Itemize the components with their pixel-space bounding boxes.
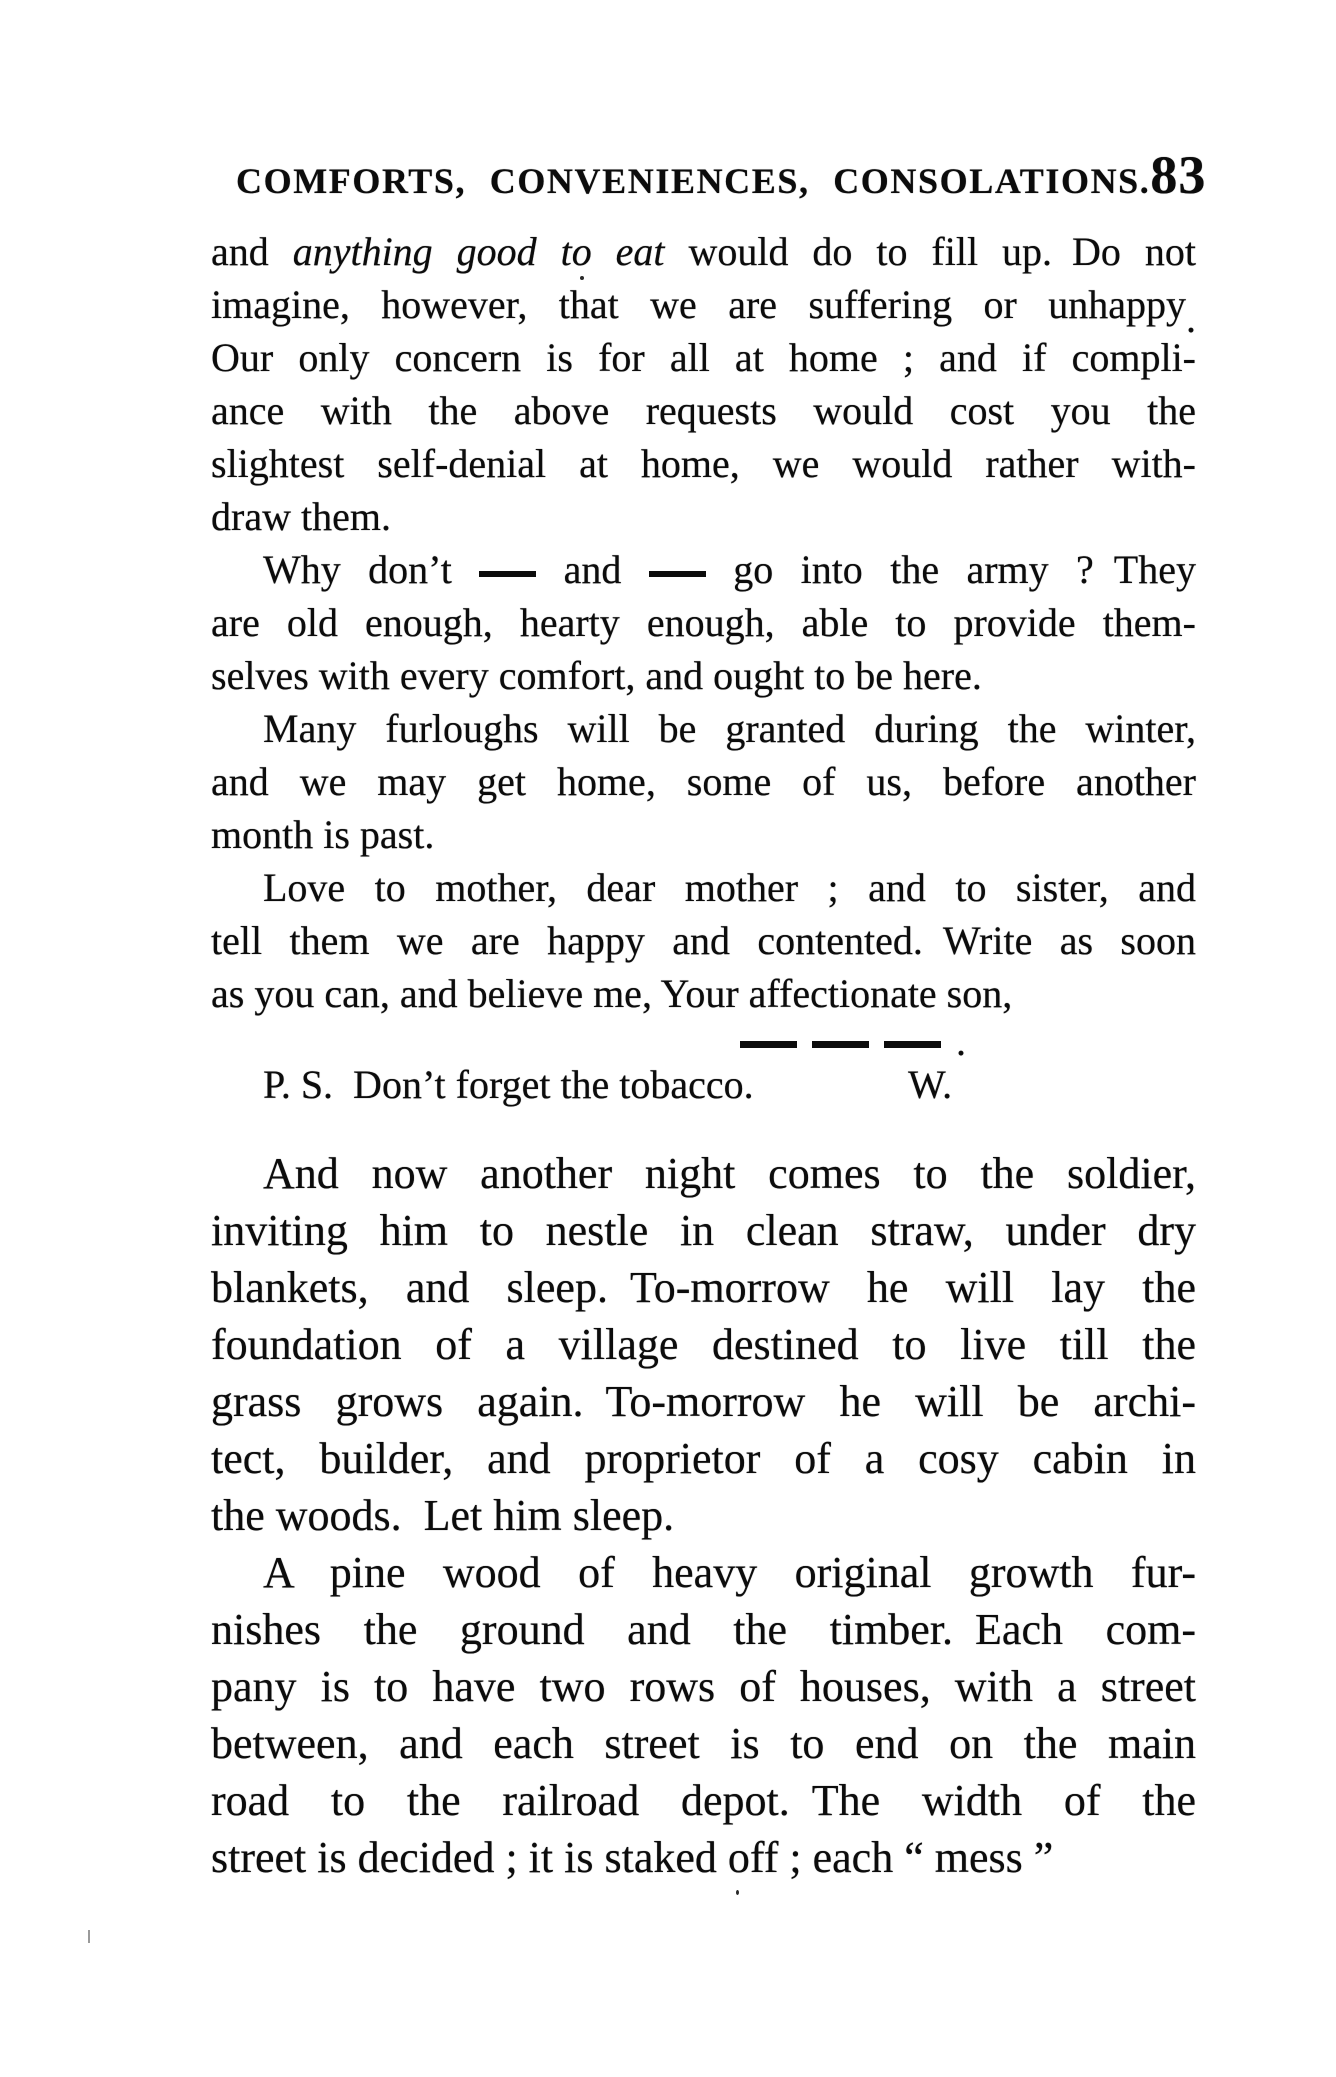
text-segment: A pine wood of heavy original growth fur-: [263, 1548, 1196, 1597]
text-segment: go into the army ? They: [705, 547, 1196, 592]
redacted-name-dash: [479, 571, 536, 577]
ink-mark: [88, 1930, 90, 1943]
text-line: [211, 1601, 1196, 1658]
text-line: [211, 596, 1196, 649]
text-line: [211, 1202, 1196, 1259]
text-line: [211, 967, 1196, 1020]
text-line: [211, 437, 1196, 490]
text-line: [211, 649, 1196, 702]
writer-initial: W.: [908, 1062, 953, 1107]
text-line: [211, 1145, 1196, 1202]
page-number: 83: [1150, 145, 1207, 205]
text-segment: And now another night comes to the soldier,: [263, 1149, 1196, 1198]
text-line: [211, 808, 1196, 861]
postscript-line: [211, 1058, 1196, 1111]
text-segment: pany is to have two rows of houses, with a street: [211, 1662, 1196, 1711]
text-segment: anything good to eat: [292, 229, 665, 274]
text-line: [211, 331, 1196, 384]
text-segment: as you can, and believe me, Your affectionate son,: [211, 971, 1013, 1016]
text-segment: would do to fill up. Do not: [664, 229, 1196, 274]
text-line: [211, 1316, 1196, 1373]
text-segment: and we may get home, some of us, before another: [211, 759, 1196, 804]
text-segment: between, and each street is to end on the main: [211, 1719, 1196, 1768]
text-segment: blankets, and sleep. To-morrow he will lay the: [211, 1263, 1196, 1312]
text-line: [211, 1430, 1196, 1487]
text-line: [211, 1715, 1196, 1772]
text-segment: Our only concern is for all at home ; and if compli-: [211, 335, 1196, 380]
text-line: [211, 914, 1196, 967]
text-segment: Many furloughs will be granted during the winter,: [263, 706, 1196, 751]
ink-speck: [736, 1890, 739, 1895]
signature-dash: [884, 1041, 941, 1048]
text-line: [211, 1544, 1196, 1601]
text-line: [211, 1487, 1196, 1544]
text-line: [211, 1373, 1196, 1430]
text-segment: month is past.: [211, 812, 435, 857]
text-segment: and: [211, 229, 293, 274]
text-line: [211, 702, 1196, 755]
redacted-name-dash: [649, 571, 706, 577]
text-line: [211, 384, 1196, 437]
running-header: [236, 144, 1207, 206]
signature-period: .: [956, 1019, 966, 1064]
text-segment: slightest self-denial at home, we would rather with-: [211, 441, 1196, 486]
letter-section: [211, 225, 1196, 1020]
text-line: [211, 1829, 1196, 1886]
text-segment: tect, builder, and proprietor of a cosy cabin in: [211, 1434, 1196, 1483]
text-segment: inviting him to nestle in clean straw, under dry: [211, 1206, 1196, 1255]
text-line: [211, 278, 1196, 341]
text-line: [211, 861, 1196, 914]
text-line: [211, 755, 1196, 808]
text-segment: Love to mother, dear mother ; and to sister, and: [263, 865, 1196, 910]
postscript-text: P. S. Don’t forget the tobacco.: [263, 1062, 754, 1107]
text-segment: are old enough, hearty enough, able to provide them-: [211, 600, 1196, 645]
signature-dash: [740, 1041, 797, 1048]
text-segment: Why don’t: [263, 547, 480, 592]
text-segment: grass grows again. To-morrow he will be archi-: [211, 1377, 1196, 1426]
text-segment: foundation of a village destined to live till the: [211, 1320, 1196, 1369]
text-segment: imagine, however, that we are suffering or unhappy: [211, 282, 1186, 327]
text-line: [211, 1658, 1196, 1715]
text-segment: road to the railroad depot. The width of the: [211, 1776, 1196, 1825]
text-segment: ance with the above requests would cost you the: [211, 388, 1196, 433]
text-segment: draw them.: [211, 494, 391, 539]
signature-dash: [812, 1041, 869, 1048]
text-line: [211, 543, 1196, 596]
text-line: [211, 1772, 1196, 1829]
text-segment: street is decided ; it is staked off ; each “ mess ”: [211, 1833, 1054, 1882]
narrative-section: [211, 1145, 1196, 1886]
signature-dashes: [740, 1019, 966, 1064]
text-segment: nishes the ground and the timber. Each com-: [211, 1605, 1196, 1654]
text-line: [211, 225, 1196, 278]
text-line: [211, 1259, 1196, 1316]
text-line: [211, 490, 1196, 543]
text-segment: .: [1186, 296, 1196, 341]
text-segment: tell them we are happy and contented. Write as soon: [211, 918, 1196, 963]
header-title: COMFORTS, CONVENIENCES, CONSOLATIONS.: [236, 161, 1151, 201]
text-segment: and: [536, 547, 649, 592]
ink-speck: [580, 276, 584, 280]
text-segment: selves with every comfort, and ought to be here.: [211, 653, 982, 698]
text-segment: the woods. Let him sleep.: [211, 1491, 675, 1540]
